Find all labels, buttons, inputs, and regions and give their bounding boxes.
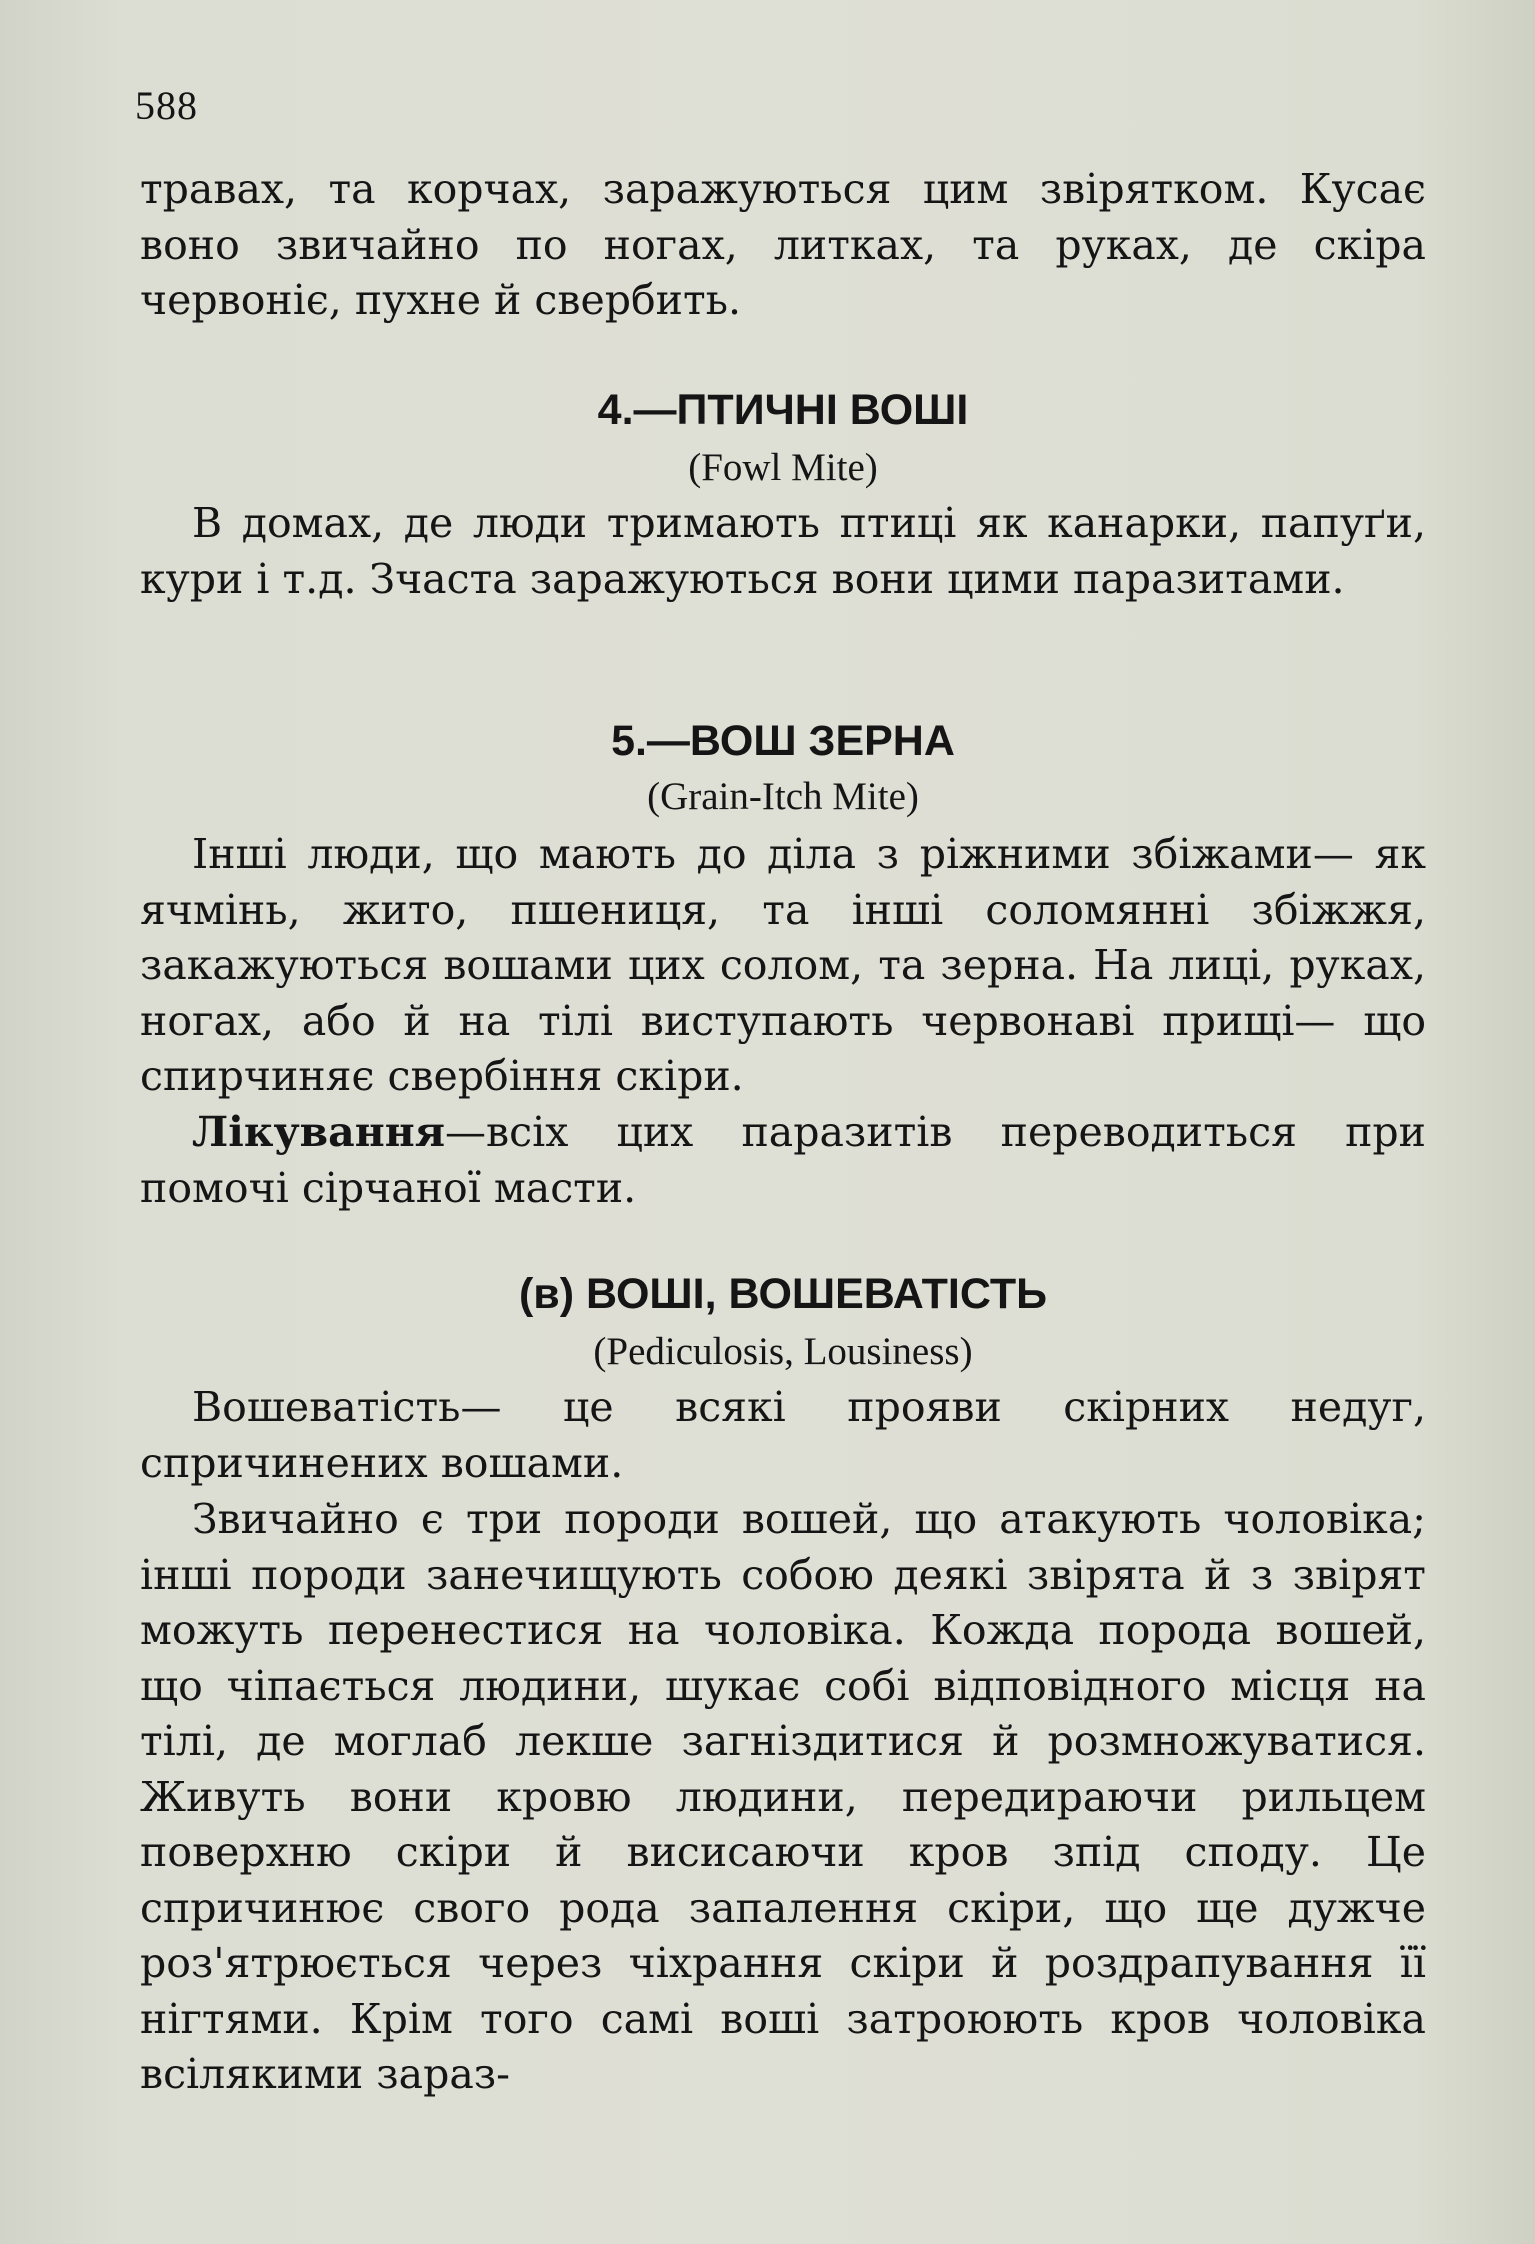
treatment-label: Лікування bbox=[192, 1108, 446, 1156]
paragraph-pediculosis-details: Звичайно є три породи вошей, що атакують чоловіка; інші породи занечищують собою деякі звірята й з звірят можуть перенестися на чоловіка. Кожда порода вошей, що чіпається людини, шукає собі відповідного місця на тілі, де моглаб лекше загніздитися й розмножуватися. Живуть вони кровю людини, передираючи рильцем поверхню скіри й висисаючи кров зпід споду. Це спричинює свого рода запалення скіри, що ще дужче роз'ятрюється через чіхрання скіри й роздрапування її нігтями. Крім того самі воші затроюють кров чоловіка всілякими зараз- bbox=[140, 1495, 1426, 2098]
heading-grain-itch-mite: 5.—ВОШ ЗЕРНА bbox=[611, 717, 955, 765]
subheading-fowl-mite: (Fowl Mite) bbox=[688, 446, 878, 489]
paragraph-treatment bbox=[140, 1105, 1426, 1216]
paragraph-grain-itch-mite: Інші люди, що мають до діла з ріжними збіжами— як ячмінь, жито, пшениця, та інші соломянні збіжжя, закажуються вошами цих солом, та зерна. На лиці, руках, ногах, або й на тілі виступають червонаві прищі— що спирчиняє свербіння скіри. bbox=[140, 830, 1426, 1100]
subheading-pediculosis: (Pediculosis, Lousiness) bbox=[593, 1330, 973, 1373]
heading-fowl-mite: 4.—ПТИЧНІ ВОШІ bbox=[597, 386, 969, 434]
paragraph-pediculosis-definition: Вошеватість— це всякі прояви скірних недуг, спричинених вошами. bbox=[140, 1383, 1426, 1487]
treatment-text: —всіх цих паразитів переводиться при помочі сірчаної масти. bbox=[140, 1108, 1426, 1212]
heading-pediculosis: (в) ВОШІ, ВОШЕВАТІСТЬ bbox=[518, 1270, 1047, 1318]
paragraph-intro: травах, та корчах, заражуються цим звірятком. Кусає воно звичайно по ногах, литках, та руках, де скіра червоніє, пухне й свербить. bbox=[140, 165, 1426, 324]
subheading-grain-itch-mite: (Grain-Itch Mite) bbox=[647, 775, 919, 818]
page-number: 588 bbox=[135, 83, 198, 128]
paragraph-fowl-mite: В домах, де люди тримають птиці як канарки, папуґи, кури і т.д. Зчаста заражуються вони цими паразитами. bbox=[140, 499, 1426, 603]
